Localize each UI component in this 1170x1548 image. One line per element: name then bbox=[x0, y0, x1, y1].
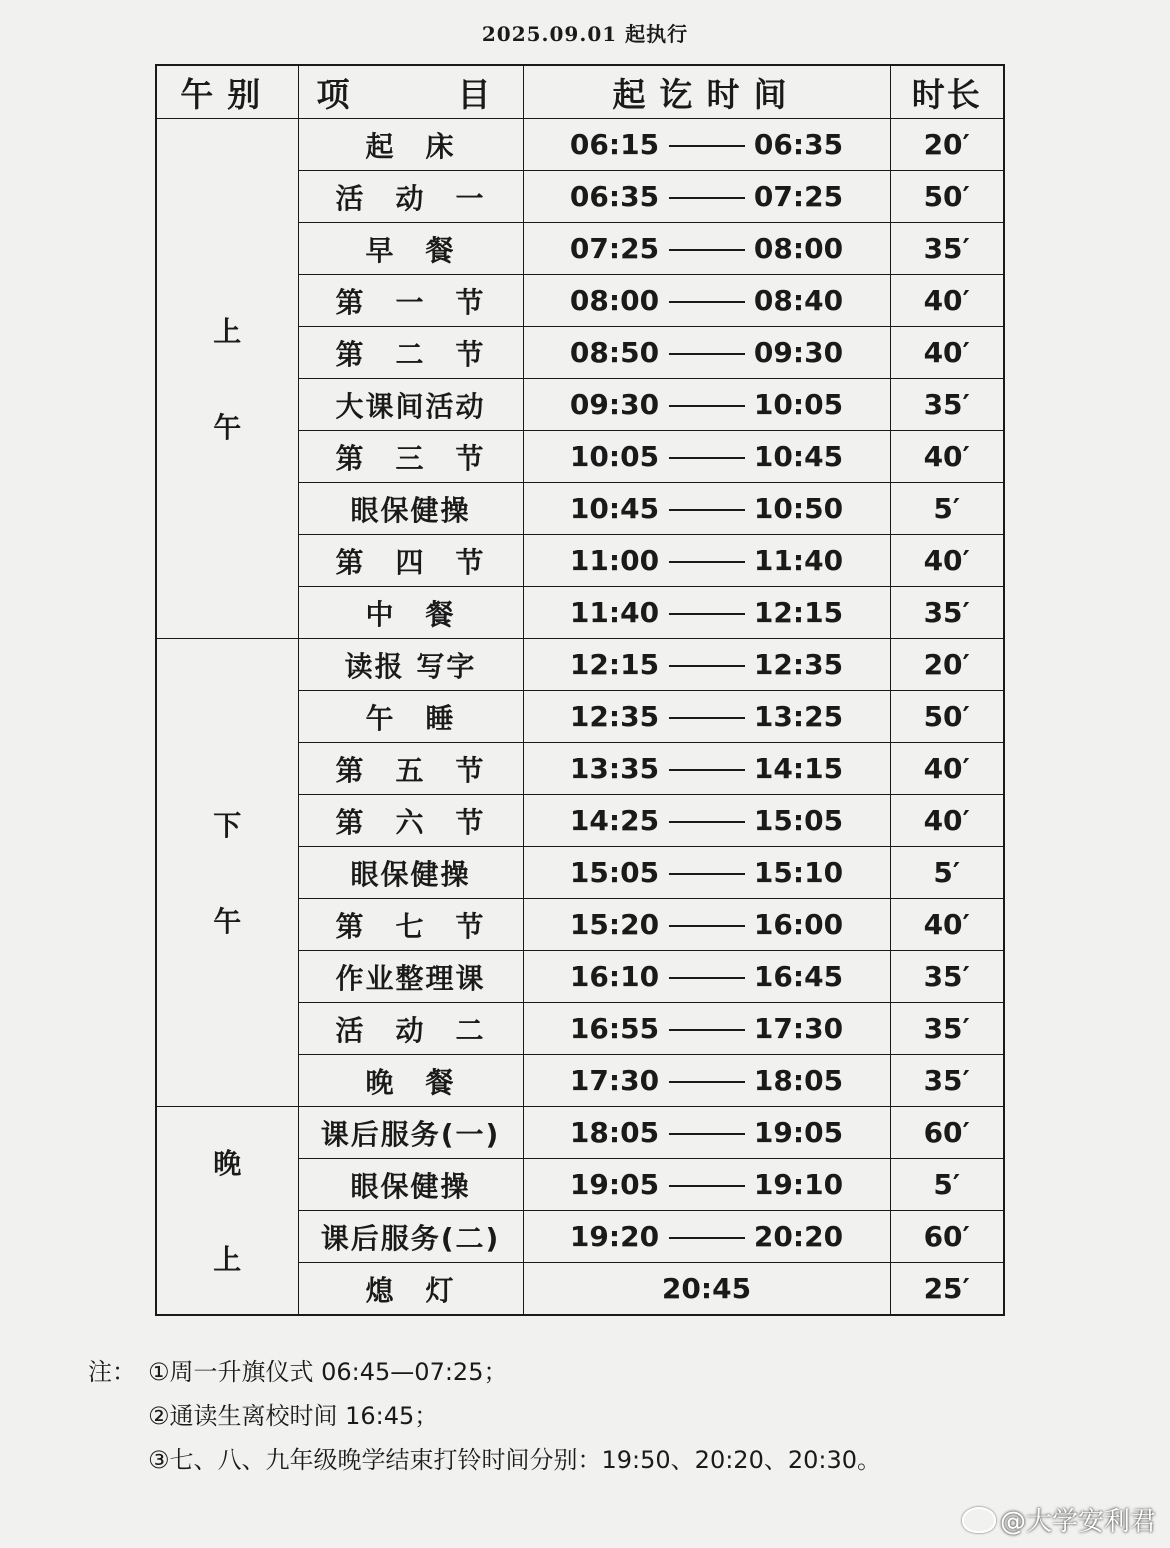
end-time: 15:05 bbox=[753, 804, 844, 837]
duration-cell: 5′ bbox=[890, 847, 1004, 899]
duration-cell: 40′ bbox=[890, 431, 1004, 483]
item-cell: 早 餐 bbox=[298, 223, 523, 275]
item-cell: 熄 灯 bbox=[298, 1263, 523, 1316]
duration-cell: 5′ bbox=[890, 483, 1004, 535]
start-time: 10:45 bbox=[569, 492, 660, 525]
end-time: 19:10 bbox=[753, 1168, 844, 1201]
start-time: 08:00 bbox=[569, 284, 660, 317]
time-cell bbox=[523, 639, 890, 691]
duration-cell: 50′ bbox=[890, 691, 1004, 743]
duration-cell: 40′ bbox=[890, 899, 1004, 951]
end-time: 06:35 bbox=[753, 128, 844, 161]
end-time: 16:45 bbox=[753, 960, 844, 993]
item-cell: 第 七 节 bbox=[298, 899, 523, 951]
item-cell: 眼保健操 bbox=[298, 1159, 523, 1211]
item-cell: 作业整理课 bbox=[298, 951, 523, 1003]
header-period: 午别 bbox=[156, 65, 298, 119]
duration-cell: 40′ bbox=[890, 275, 1004, 327]
schedule-row bbox=[156, 119, 1004, 171]
start-time: 14:25 bbox=[569, 804, 660, 837]
time-cell bbox=[523, 223, 890, 275]
duration-cell: 35′ bbox=[890, 1055, 1004, 1107]
time-cell bbox=[523, 587, 890, 639]
duration-cell: 20′ bbox=[890, 639, 1004, 691]
start-time: 17:30 bbox=[569, 1064, 660, 1097]
dash-separator bbox=[669, 873, 745, 875]
end-time: 13:25 bbox=[753, 700, 844, 733]
start-time: 11:40 bbox=[569, 596, 660, 629]
start-time: 15:05 bbox=[569, 856, 660, 889]
duration-cell: 5′ bbox=[890, 1159, 1004, 1211]
time-cell bbox=[523, 1055, 890, 1107]
period-afternoon bbox=[156, 639, 298, 1107]
time-cell bbox=[523, 275, 890, 327]
item-cell: 第 六 节 bbox=[298, 795, 523, 847]
start-time: 12:35 bbox=[569, 700, 660, 733]
end-time: 16:00 bbox=[753, 908, 844, 941]
duration-cell: 40′ bbox=[890, 535, 1004, 587]
note-3: ③七、八、九年级晚学结束打铃时间分别：19:50、20:20、20:30。 bbox=[148, 1446, 882, 1474]
end-time: 15:10 bbox=[753, 856, 844, 889]
end-time: 10:50 bbox=[753, 492, 844, 525]
watermark bbox=[962, 1501, 1156, 1538]
dash-separator bbox=[669, 249, 745, 251]
period-chars bbox=[213, 809, 242, 938]
start-time: 06:35 bbox=[569, 180, 660, 213]
time-cell bbox=[523, 795, 890, 847]
dash-separator bbox=[669, 717, 745, 719]
dash-separator bbox=[669, 769, 745, 771]
header-time: 起讫时间 bbox=[523, 65, 890, 119]
end-time: 17:30 bbox=[753, 1012, 844, 1045]
notes-label: 注： bbox=[88, 1358, 136, 1386]
start-time: 10:05 bbox=[569, 440, 660, 473]
start-time: 15:20 bbox=[569, 908, 660, 941]
item-cell: 课后服务(一) bbox=[298, 1107, 523, 1159]
dash-separator bbox=[669, 1185, 745, 1187]
schedule-table bbox=[155, 64, 1005, 1316]
item-cell: 午 睡 bbox=[298, 691, 523, 743]
watermark-text: @大学安利君 bbox=[999, 1507, 1156, 1537]
duration-cell: 35′ bbox=[890, 951, 1004, 1003]
dash-separator bbox=[669, 1237, 745, 1239]
dash-separator bbox=[669, 561, 745, 563]
time-cell bbox=[523, 1107, 890, 1159]
period-chars bbox=[213, 315, 242, 444]
item-cell: 活 动 一 bbox=[298, 171, 523, 223]
period-char: 上 bbox=[213, 315, 242, 348]
dash-separator bbox=[669, 1081, 745, 1083]
duration-cell: 60′ bbox=[890, 1211, 1004, 1263]
time-cell bbox=[523, 327, 890, 379]
item-cell: 活 动 二 bbox=[298, 1003, 523, 1055]
schedule-row bbox=[156, 1107, 1004, 1159]
time-cell bbox=[523, 1003, 890, 1055]
header-row bbox=[156, 65, 1004, 119]
end-time: 14:15 bbox=[753, 752, 844, 785]
item-cell: 课后服务(二) bbox=[298, 1211, 523, 1263]
item-cell: 中 餐 bbox=[298, 587, 523, 639]
time-cell bbox=[523, 1159, 890, 1211]
dash-separator bbox=[669, 925, 745, 927]
end-time: 10:45 bbox=[753, 440, 844, 473]
period-char: 晚 bbox=[213, 1147, 242, 1180]
duration-cell: 35′ bbox=[890, 1003, 1004, 1055]
item-cell: 起 床 bbox=[298, 119, 523, 171]
duration-cell: 25′ bbox=[890, 1263, 1004, 1316]
item-cell: 第 三 节 bbox=[298, 431, 523, 483]
start-time: 16:55 bbox=[569, 1012, 660, 1045]
duration-cell: 20′ bbox=[890, 119, 1004, 171]
start-time: 07:25 bbox=[569, 232, 660, 265]
dash-separator bbox=[669, 405, 745, 407]
time-cell bbox=[523, 691, 890, 743]
time-cell bbox=[523, 171, 890, 223]
time-cell bbox=[523, 119, 890, 171]
start-time: 13:35 bbox=[569, 752, 660, 785]
duration-cell: 40′ bbox=[890, 327, 1004, 379]
start-time: 19:05 bbox=[569, 1168, 660, 1201]
time-cell bbox=[523, 535, 890, 587]
weibo-icon bbox=[962, 1507, 996, 1533]
start-time: 12:15 bbox=[569, 648, 660, 681]
end-time: 12:15 bbox=[753, 596, 844, 629]
duration-cell: 35′ bbox=[890, 379, 1004, 431]
period-char: 午 bbox=[213, 905, 242, 938]
start-time: 06:15 bbox=[569, 128, 660, 161]
item-cell: 第 一 节 bbox=[298, 275, 523, 327]
notes bbox=[88, 1350, 1088, 1482]
time-cell bbox=[523, 899, 890, 951]
time-cell bbox=[523, 951, 890, 1003]
dash-separator bbox=[669, 1133, 745, 1135]
start-time: 16:10 bbox=[569, 960, 660, 993]
item-cell: 眼保健操 bbox=[298, 483, 523, 535]
duration-cell: 35′ bbox=[890, 223, 1004, 275]
dash-separator bbox=[669, 1029, 745, 1031]
item-cell: 第 二 节 bbox=[298, 327, 523, 379]
schedule-row bbox=[156, 639, 1004, 691]
item-cell: 读报 写字 bbox=[298, 639, 523, 691]
item-cell: 眼保健操 bbox=[298, 847, 523, 899]
dash-separator bbox=[669, 457, 745, 459]
dash-separator bbox=[669, 509, 745, 511]
item-cell: 第 五 节 bbox=[298, 743, 523, 795]
end-time: 10:05 bbox=[753, 388, 844, 421]
time-cell bbox=[523, 743, 890, 795]
duration-cell: 40′ bbox=[890, 795, 1004, 847]
end-time: 07:25 bbox=[753, 180, 844, 213]
end-time: 08:00 bbox=[753, 232, 844, 265]
note-1: ①周一升旗仪式 06:45—07:25； bbox=[148, 1358, 508, 1386]
dash-separator bbox=[669, 613, 745, 615]
start-time: 08:50 bbox=[569, 336, 660, 369]
end-time: 20:20 bbox=[753, 1220, 844, 1253]
dash-separator bbox=[669, 821, 745, 823]
dash-separator bbox=[669, 301, 745, 303]
time-cell bbox=[523, 379, 890, 431]
end-time: 11:40 bbox=[753, 544, 844, 577]
period-morning bbox=[156, 119, 298, 639]
duration-cell: 40′ bbox=[890, 743, 1004, 795]
note-2: ②通读生离校时间 16:45； bbox=[148, 1402, 439, 1430]
effective-date: 2025.09.01 起执行 bbox=[481, 22, 689, 46]
time-cell bbox=[523, 847, 890, 899]
start-time: 09:30 bbox=[569, 388, 660, 421]
item-cell: 大课间活动 bbox=[298, 379, 523, 431]
dash-separator bbox=[669, 665, 745, 667]
item-cell: 晚 餐 bbox=[298, 1055, 523, 1107]
dash-separator bbox=[669, 197, 745, 199]
time-cell bbox=[523, 431, 890, 483]
period-char: 上 bbox=[213, 1243, 242, 1276]
header-item: 项 目 bbox=[298, 65, 523, 119]
end-time: 08:40 bbox=[753, 284, 844, 317]
period-chars bbox=[213, 1147, 242, 1276]
end-time: 12:35 bbox=[753, 648, 844, 681]
dash-separator bbox=[669, 977, 745, 979]
duration-cell: 35′ bbox=[890, 587, 1004, 639]
time-cell bbox=[523, 1211, 890, 1263]
dash-separator bbox=[669, 145, 745, 147]
dash-separator bbox=[669, 353, 745, 355]
time-cell: 20:45 bbox=[523, 1263, 890, 1316]
item-cell: 第 四 节 bbox=[298, 535, 523, 587]
start-time: 18:05 bbox=[569, 1116, 660, 1149]
time-cell bbox=[523, 483, 890, 535]
duration-cell: 50′ bbox=[890, 171, 1004, 223]
duration-cell: 60′ bbox=[890, 1107, 1004, 1159]
header-duration: 时长 bbox=[890, 65, 1004, 119]
period-evening bbox=[156, 1107, 298, 1316]
end-time: 19:05 bbox=[753, 1116, 844, 1149]
period-char: 午 bbox=[213, 411, 242, 444]
start-time: 19:20 bbox=[569, 1220, 660, 1253]
end-time: 18:05 bbox=[753, 1064, 844, 1097]
end-time: 09:30 bbox=[753, 336, 844, 369]
period-char: 下 bbox=[213, 809, 242, 842]
start-time: 11:00 bbox=[569, 544, 660, 577]
